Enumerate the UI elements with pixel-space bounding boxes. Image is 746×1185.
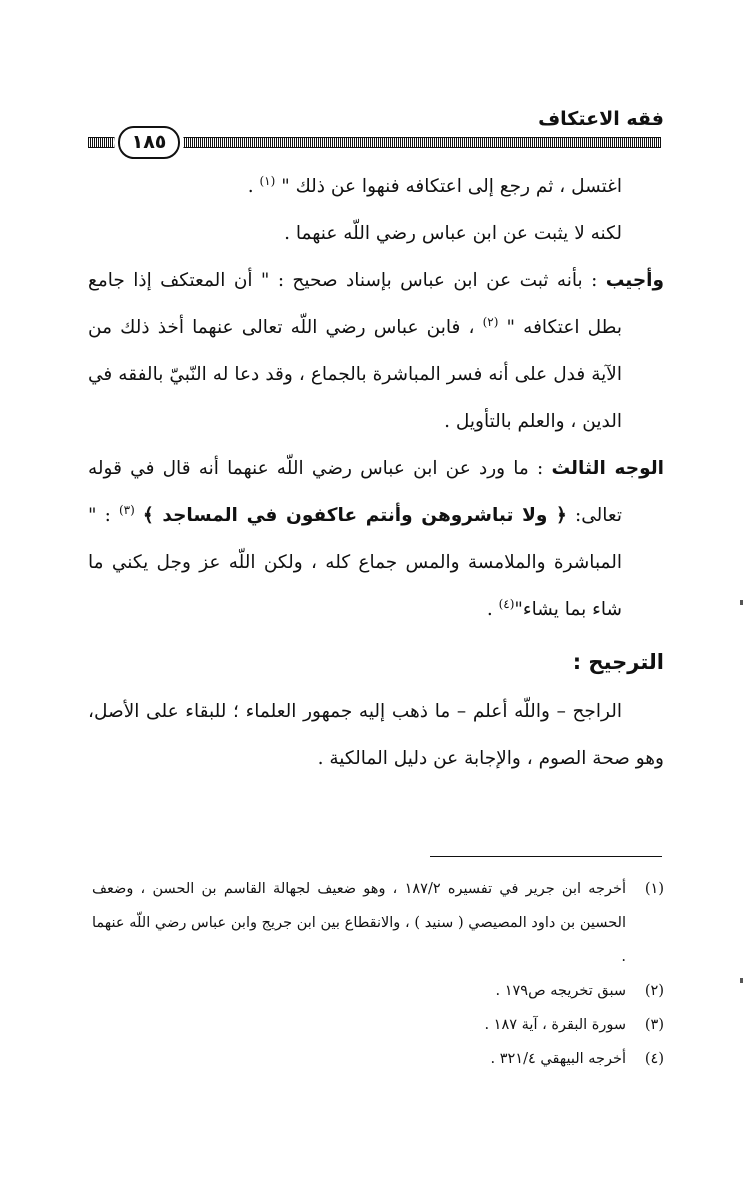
footnote-separator — [430, 856, 662, 857]
footnote-ref-4: (٤) — [498, 596, 515, 611]
footnote-text: أخرجه البيهقي ٣٢١/٤ . — [490, 1051, 626, 1067]
footnote-text: سبق تخريجه ص١٧٩ . — [495, 983, 626, 999]
paragraph-3 — [88, 257, 664, 445]
header-rule — [88, 126, 661, 158]
scan-mark — [740, 600, 743, 605]
page-number: ١٨٥ — [118, 126, 180, 159]
paragraph-1-text: اغتسل ، ثم رجع إلى اعتكافه فنهوا عن ذلك " — [281, 176, 622, 197]
footnote-2 — [92, 974, 664, 1008]
paragraph-5: الراجح – واللّه أعلم – ما ذهب إليه جمهور العلماء ؛ للبقاء على الأصل، وهو صحة الصوم ، والإجابة عن دليل المالكية . — [88, 701, 664, 769]
footnotes — [92, 872, 664, 1076]
scan-mark — [740, 978, 743, 983]
quran-verse: ﴿ ولا تباشروهن وأنتم عاكفون في المساجد ﴾ — [142, 505, 567, 526]
paragraph-4-lead: الوجه الثالث — [551, 458, 664, 479]
paragraph-1 — [88, 163, 664, 210]
footnote-4 — [92, 1042, 664, 1076]
paragraph-3-text-a: : بأنه ثبت عن ابن عباس بإسناد صحيح : " أن المعتكف إذا جامع بطل اعتكافه " — [88, 270, 622, 338]
footnote-number: (٢) — [644, 983, 664, 999]
footnote-number: (٣) — [644, 1017, 664, 1033]
paragraph-4-text-a: : ما ورد عن ابن عباس رضي اللّه عنهما أنه قال في قوله تعالى: — [88, 458, 622, 526]
footnote-text: سورة البقرة ، آية ١٨٧ . — [484, 1017, 626, 1033]
paragraph-3-text-b: ، فابن عباس رضي اللّه تعالى عنهما أخذ ذلك من الآية فدل على أنه فسر المباشرة بالجماع ، وقد دعا له النّبيّ بالفقه في الدين ، والعلم بالتأويل . — [88, 317, 622, 432]
paragraph-4-end: . — [486, 599, 499, 620]
footnote-ref-2: (٢) — [482, 314, 499, 329]
footnote-ref-3: (٣) — [118, 502, 135, 517]
section-heading-tarjih: الترجيح : — [572, 650, 664, 674]
paragraph-1-end: . — [247, 176, 260, 197]
paragraph-2: لكنه لا يثبت عن ابن عباس رضي اللّه عنهما . — [284, 223, 622, 244]
footnote-text: أخرجه ابن جرير في تفسيره ١٨٧/٢ ، وهو ضعيف لجهالة القاسم بن الحسن ، وضعف الحسين بن داود المصيصي ( سنيد ) ، والانقطاع بين ابن جريج وابن عباس رضي اللّه عنهما . — [92, 881, 626, 965]
paragraph-3-lead: وأجيب — [605, 270, 664, 291]
footnote-3 — [92, 1008, 664, 1042]
footnote-1 — [92, 872, 664, 974]
paragraph-4-text-b: : " المباشرة والملامسة والمس جماع كله ، ولكن اللّه عز وجل يكني ما شاء بما يشاء" — [88, 505, 622, 620]
paragraph-4 — [88, 445, 664, 633]
footnote-number: (١) — [644, 881, 664, 897]
footnote-ref-1: (١) — [259, 173, 276, 188]
running-header-title: فقه الاعتكاف — [538, 108, 664, 130]
footnote-number: (٤) — [644, 1051, 664, 1067]
main-text — [88, 163, 664, 782]
